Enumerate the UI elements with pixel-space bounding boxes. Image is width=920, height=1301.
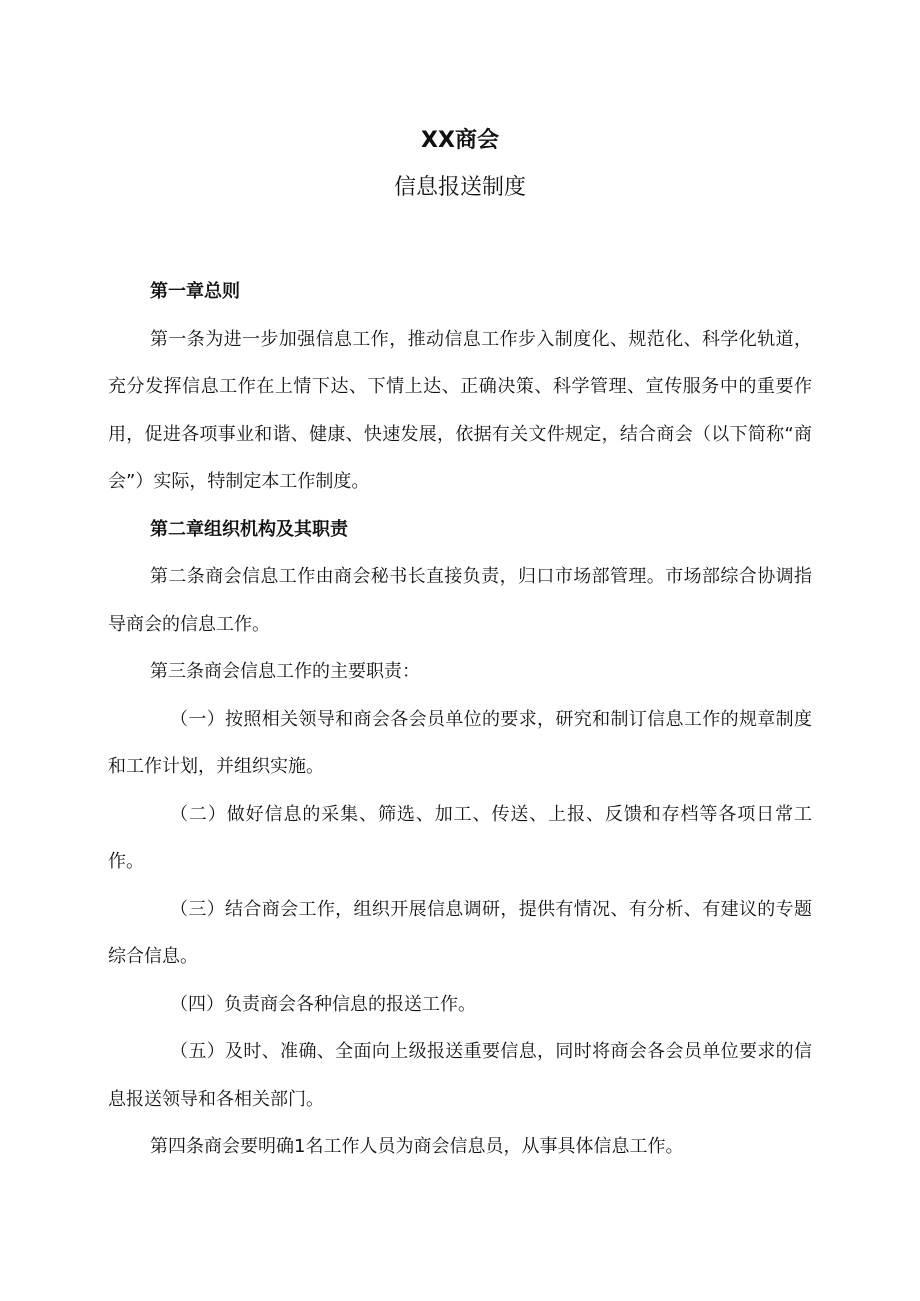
document-body bbox=[108, 268, 812, 1171]
article-2: 第二条商会信息工作由商会秘书长直接负责，归口市场部管理。市场部综合协调指导商会的信息工作。 bbox=[108, 566, 812, 635]
article-4: 第四条商会要明确1名工作人员为商会信息员，从事具体信息工作。 bbox=[150, 1136, 684, 1157]
org-title: XX商会 bbox=[421, 128, 499, 153]
chapter-heading-1: 第一章总则 bbox=[150, 281, 240, 302]
duty-item-3: （三）结合商会工作，组织开展信息调研，提供有情况、有分析、有建议的专题综合信息。 bbox=[108, 898, 812, 967]
duty-item-4: （四）负责商会各种信息的报送工作。 bbox=[170, 993, 476, 1015]
chapter-heading-2: 第二章组织机构及其职责 bbox=[150, 518, 348, 540]
duty-item-1: （一）按照相关领导和商会各会员单位的要求，研究和制订信息工作的规章制度和工作计划，并组织实施。 bbox=[108, 708, 812, 777]
article-3: 第三条商会信息工作的主要职责： bbox=[150, 661, 420, 682]
duty-item-5: （五）及时、准确、全面向上级报送重要信息，同时将商会各会员单位要求的信息报送领导和各相关部门。 bbox=[108, 1041, 812, 1110]
duty-item-2: （二）做好信息的采集、筛选、加工、传送、上报、反馈和存档等各项日常工作。 bbox=[108, 803, 812, 872]
article-1: 第一条为进一步加强信息工作，推动信息工作步入制度化、规范化、科学化轨道，充分发挥信息工作在上情下达、下情上达、正确决策、科学管理、宣传服务中的重要作用，促进各项事业和谐、健康、快速发展，依据有关文件规定，结合商会（以下简称“商会”）实际，特制定本工作制度。 bbox=[108, 328, 812, 492]
document-title: 信息报送制度 bbox=[393, 175, 526, 200]
